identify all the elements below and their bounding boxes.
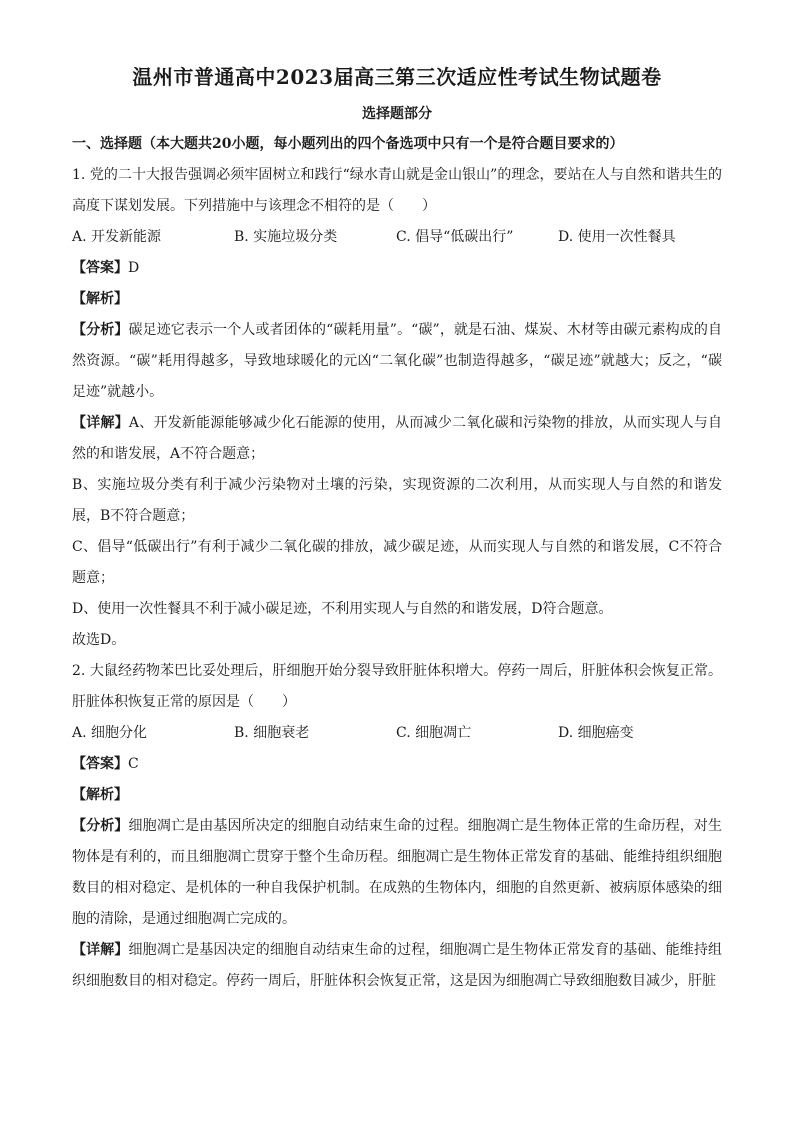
question-1-stem: 1. 党的二十大报告强调必须牢固树立和践行“绿水青山就是金山银山”的理念，要站在人与自然和谐共生的高度下谋划发展。下列措施中与该理念不相符的是（ ）: [72, 167, 722, 214]
q2-option-d: D. 细胞癌变: [558, 725, 634, 741]
q2-answer-line: [72, 749, 722, 780]
q2-option-c: C. 细胞凋亡: [396, 725, 472, 741]
q1-xiangjie-a: A、开发新能源能够减少化石能源的使用，从而减少二氧化碳和污染物的排放，从而实现人与自然的和谐发展，A不符合题意；: [72, 415, 723, 462]
q1-analysis-tag: 【解析】: [72, 291, 128, 307]
part-heading: 选择题部分: [362, 106, 432, 122]
q1-fenxi-tag: 【分析】: [72, 322, 129, 338]
question-2-options: [72, 718, 722, 749]
q1-xiangjie-tag: 【详解】: [72, 415, 129, 431]
q1-option-c: C. 倡导“低碳出行”: [396, 229, 514, 245]
q1-conclusion: 故选D。: [72, 632, 126, 648]
question-2-stem: 2. 大鼠经药物苯巴比妥处理后，肝细胞开始分裂导致肝脏体积增大。停药一周后，肝脏体积会恢复正常。肝脏体积恢复正常的原因是（ ）: [72, 663, 722, 710]
q2-option-a: A. 细胞分化: [72, 725, 148, 741]
q2-fenxi-text: 细胞凋亡是由基因所决定的细胞自动结束生命的过程。细胞凋亡是生物体正常的生命历程，对生物体是有利的，而且细胞凋亡贯穿于整个生命历程。细胞凋亡是生物体正常发育的基础、能维持组织细胞数目的相对稳定、是机体的一种自我保护机制。在成熟的生物体内，细胞的自然更新、被病原体感染的细胞的清除，是通过细胞凋亡完成的。: [72, 818, 723, 927]
q1-xiangjie: [72, 408, 722, 470]
q1-answer-tag: 【答案】: [72, 260, 128, 276]
q1-xiangjie-c: C、倡导“低碳出行”有利于减少二氧化碳的排放，减少碳足迹，从而实现人与自然的和谐发展，C不符合题意；: [72, 539, 722, 586]
q1-fenxi-text: 碳足迹它表示一个人或者团体的“碳耗用量”。“碳”，就是石油、煤炭、木材等由碳元素构成的自然资源。“碳”耗用得越多，导致地球暖化的元凶“二氧化碳”也制造得越多，“碳足迹”就越大；反之，“碳足迹”就越小。: [72, 322, 722, 400]
q1-xiangjie-b: B、实施垃圾分类有利于减少污染物对土壤的污染，实现资源的二次利用，从而实现人与自然的和谐发展，B不符合题意；: [72, 477, 722, 524]
q2-xiangjie-tag: 【详解】: [72, 942, 129, 958]
q2-xiangjie: [72, 935, 722, 997]
q2-fenxi-tag: 【分析】: [72, 818, 129, 834]
q2-answer: C: [128, 756, 139, 772]
exam-title: 温州市普通高中2023届高三第三次适应性考试生物试题卷: [132, 65, 662, 89]
q1-option-b: B. 实施垃圾分类: [234, 229, 338, 245]
document-page: [72, 64, 722, 997]
question-1-options: [72, 222, 722, 253]
q1-option-d: D. 使用一次性餐具: [558, 229, 676, 245]
q2-answer-tag: 【答案】: [72, 756, 128, 772]
q2-xiangjie-text: 细胞凋亡是基因决定的细胞自动结束生命的过程，细胞凋亡是生物体正常发育的基础、能维持组织细胞数目的相对稳定。停药一周后，肝脏体积会恢复正常，这是因为细胞凋亡导致细胞数目减少，肝脏: [72, 942, 723, 989]
q1-xiangjie-d: D、使用一次性餐具不利于减小碳足迹，不利用实现人与自然的和谐发展，D符合题意。: [72, 601, 613, 617]
section-heading: 一、选择题（本大题共20小题，每小题列出的四个备选项中只有一个是符合题目要求的）: [72, 136, 624, 152]
q2-fenxi: [72, 811, 722, 935]
q2-analysis-tag: 【解析】: [72, 787, 128, 803]
q1-fenxi: [72, 315, 722, 408]
q1-answer-line: [72, 253, 722, 284]
q2-option-b: B. 细胞衰老: [234, 725, 310, 741]
q1-answer: D: [128, 260, 140, 276]
q1-option-a: A. 开发新能源: [72, 229, 162, 245]
